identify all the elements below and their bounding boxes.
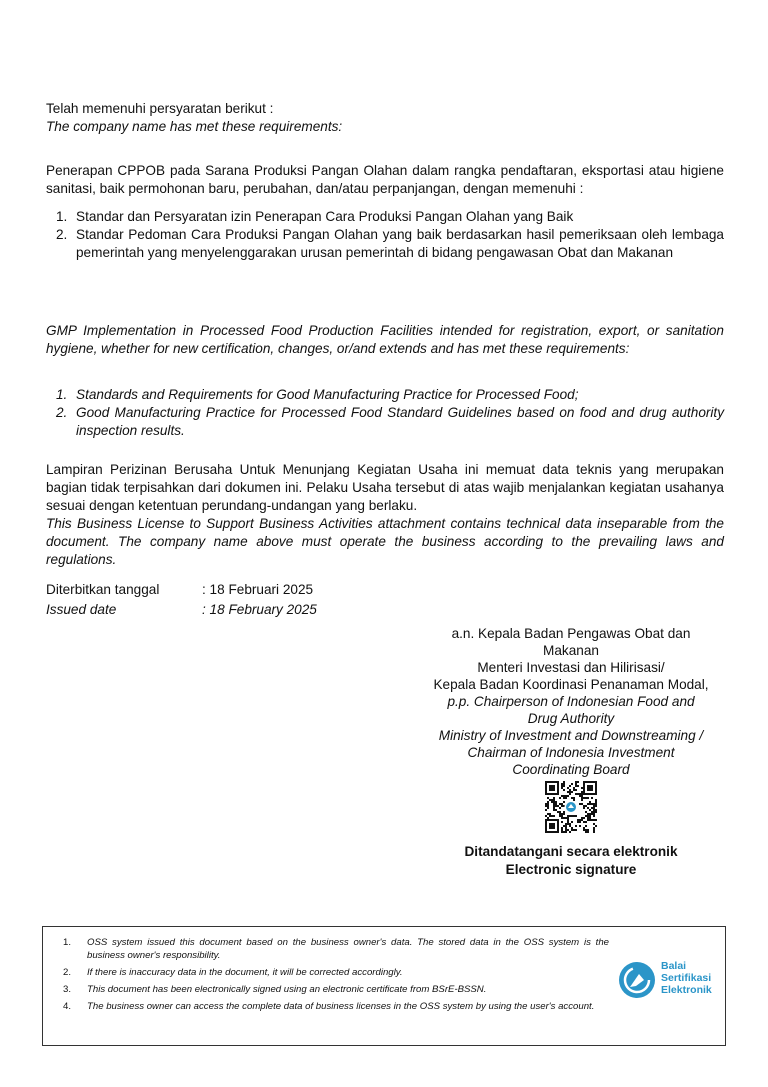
intro-text-id: Telah memenuhi persyaratan berikut : <box>46 101 274 116</box>
note-number: 4. <box>63 1001 72 1012</box>
signatory-line: Chairman of Indonesia Investment <box>467 745 675 760</box>
list-number: 1. <box>56 209 68 224</box>
signatory-line: a.n. Kepala Badan Pengawas Obat dan <box>451 626 691 641</box>
qr-code-icon <box>543 779 599 835</box>
issued-date-id <box>46 580 313 600</box>
list-text: Standar dan Persyaratan izin Penerapan Cara Produksi Pangan Olahan yang Baik <box>76 209 574 224</box>
issued-label-id: Diterbitkan tanggal <box>46 582 160 597</box>
list-number: 2. <box>56 227 68 242</box>
issued-date-en <box>46 600 317 620</box>
note-number: 1. <box>63 937 72 948</box>
note-text: This document has been electronically signed using an electronic certificate from BSrE-BSSN. <box>87 984 487 995</box>
signature-text-en: Electronic signature <box>505 862 637 877</box>
signatory-line: p.p. Chairperson of Indonesian Food and <box>447 694 695 709</box>
issued-value-id: : 18 Februari 2025 <box>202 582 314 597</box>
issued-value-en: : 18 February 2025 <box>202 602 317 617</box>
bsre-logo <box>617 957 727 1007</box>
issued-label-en: Issued date <box>46 602 117 617</box>
signatory-line: Kepala Badan Koordinasi Penanaman Modal, <box>433 677 709 692</box>
footer-note <box>61 966 609 979</box>
list-text: Standards and Requirements for Good Manufacturing Practice for Processed Food; <box>76 387 579 402</box>
attachment-text-id: Lampiran Perizinan Berusaha Untuk Menunjang Kegiatan Usaha ini memuat data teknis yang merupakan bagian tidak terpisahkan dari dokumen ini. Pelaku Usaha tersebut di atas wajib menjalankan kegiatan usahanya sesuai dengan ketentuan perundang-undangan yang berlaku. <box>46 462 724 513</box>
intro-text-en: The company name has met these requirements: <box>46 119 343 134</box>
signatory-line: Ministry of Investment and Downstreaming / <box>438 728 704 743</box>
note-text: OSS system issued this document based on the business owner's data. The stored data in the OSS system is the business owner's responsibility. <box>87 937 609 961</box>
signatory-line: Menteri Investasi dan Hilirisasi/ <box>477 660 665 675</box>
footer-note <box>61 983 609 996</box>
list-number: 2. <box>56 405 68 420</box>
signature-text-id: Ditandatangani secara elektronik <box>464 844 678 859</box>
list-item <box>46 226 724 262</box>
cppob-paragraph: Penerapan CPPOB pada Sarana Produksi Pangan Olahan dalam rangka pendaftaran, eksportasi atau higiene sanitasi, baik permohonan baru, perubahan, dan/atau perpanjangan, dengan memenuhi : <box>46 163 724 196</box>
logo-line: Elektronik <box>661 984 712 996</box>
signatory-block <box>410 625 732 778</box>
note-text: The business owner can access the complete data of business licenses in the OSS system by using the user's account. <box>87 1001 595 1012</box>
signatory-line: Makanan <box>543 643 599 658</box>
list-number: 1. <box>56 387 68 402</box>
footer-note <box>61 936 609 962</box>
note-number: 2. <box>63 967 72 978</box>
electronic-signature-label <box>410 843 732 879</box>
signatory-line: Coordinating Board <box>512 762 630 777</box>
list-text: Standar Pedoman Cara Produksi Pangan Olahan yang baik berdasarkan hasil pemeriksaan oleh lembaga pemerintah yang menyelenggarakan urusan pemerintah di bidang pengawasan Obat dan Makanan <box>76 227 724 260</box>
intro-section <box>46 100 724 136</box>
list-item <box>46 404 724 440</box>
logo-line: Balai <box>661 960 687 972</box>
bsre-logo-icon <box>617 960 657 1000</box>
footer-notes-box <box>42 926 726 1046</box>
logo-line: Sertifikasi <box>661 972 712 984</box>
cppob-list <box>46 208 724 262</box>
note-number: 3. <box>63 984 72 995</box>
footer-notes-list <box>61 936 609 1017</box>
gmp-list <box>46 386 724 440</box>
list-item <box>46 208 724 226</box>
bsre-logo-text <box>661 960 712 996</box>
footer-note <box>61 1000 609 1013</box>
list-item <box>46 386 724 404</box>
signatory-line: Drug Authority <box>527 711 615 726</box>
note-text: If there is inaccuracy data in the document, it will be corrected accordingly. <box>87 967 403 978</box>
attachment-text-en: This Business License to Support Business Activities attachment contains technical data inseparable from the document. The company name above must operate the business according to the prevailing laws and regulations. <box>46 516 724 567</box>
list-text: Good Manufacturing Practice for Processed Food Standard Guidelines based on food and drug authority inspection results. <box>76 405 724 438</box>
gmp-paragraph: GMP Implementation in Processed Food Production Facilities intended for registration, export, or sanitation hygiene, whether for new certification, changes, or/and extends and has met these requirements: <box>46 323 724 356</box>
